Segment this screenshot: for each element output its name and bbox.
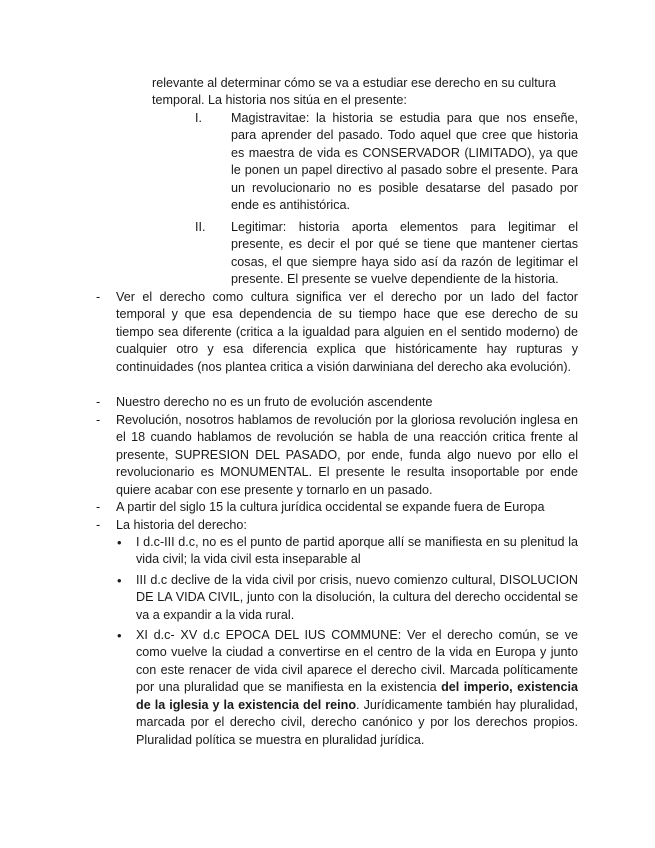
dash-text: La historia del derecho: (116, 518, 247, 532)
dash-marker: - (96, 413, 101, 427)
dash-text: Ver el derecho como cultura significa ver el derecho por un lado del factor temporal y que esa dependencia de su tiempo hace que ese derecho de su tiempo sea diferente (critica a la igualdad para alguien en el sentido moderno) de cualquier otro y esa diferencia explica que históricamente hay rupturas y continuidades (nos plantea critica a visión darwiniana del derecho aka evolución). (116, 290, 578, 374)
roman-marker: II. (195, 220, 206, 234)
bullet-marker: • (117, 628, 122, 643)
bullet-text: III d.c declive de la vida civil por crisis, nuevo comienzo cultural, DISOLUCION DE LA VIDA CIVIL, junto con la disolución, la cultura del derecho occidental se va a expandir a la vida rural. (136, 573, 578, 622)
bullet-text-before: XI d.c- XV d.c EPOCA DEL IUS COMMUNE: Ver el derecho común, se ve como vuelve la ciudad a convertirse en el centro de la vida en Europa y junto con este renacer de vida civil aparece el derecho civil. Marcada políticamente por una pluralidad que se manifiesta en la existencia (136, 628, 578, 695)
dash-text: Revolución, nosotros hablamos de revolución por la gloriosa revolución inglesa en el 18 cuando hablamos de revolución se habla de una reacción critica frente al presente, SUPRESION DEL PASADO, por ende, funda algo nuevo por ello el revolucionario es MONUMENTAL. El presente le resulta insoportable por ende quiere acabar con ese presente y tornarlo en un pasado. (116, 413, 578, 497)
roman-text: Magistravitae: la historia se estudia para que nos enseñe, para aprender del pasado. Todo aquel que cree que historia es maestra de vida es CONSERVADOR (LIMITADO), ya que le ponen un papel directivo al pasado sobre el presente. Para un revolucionario no es posible desatarse del pasado por ende es antihistórica. (231, 111, 578, 213)
bullet-text: I d.c-III d.c, no es el punto de partid aporque allí se manifiesta en su plenitud la vida civil; la vida civil esta inseparable al (136, 535, 578, 567)
roman-marker: I. (195, 111, 202, 125)
dash-text: A partir del siglo 15 la cultura jurídica occidental se expande fuera de Europa (116, 500, 545, 514)
intro-line-2: temporal. La historia nos sitúa en el presente: (152, 93, 407, 108)
roman-item-1 (0, 110, 655, 215)
roman-item-2 (0, 219, 655, 289)
dash-marker: - (96, 518, 101, 532)
bullet-text (136, 627, 578, 749)
dash-text: Nuestro derecho no es un fruto de evolución ascendente (116, 395, 433, 409)
bullet-text-after: . Jurídicamente también hay pluralidad, marcada por el derecho civil, derecho canónico y por los derechos propios. Pluralidad política se muestra en pluralidad jurídica. (136, 697, 578, 747)
dash-marker: - (96, 290, 101, 304)
dash-marker: - (96, 395, 101, 409)
bullet-marker: • (117, 535, 122, 550)
intro-paragraph (152, 75, 578, 110)
bullet-marker: • (117, 573, 122, 588)
roman-text: Legitimar: historia aporta elementos para legitimar el presente, es decir el por qué se tiene que mantener ciertas cosas, el que siempre haya sido así da razón de legitimar el presente. El presente se vuelve dependiente de la historia. (231, 220, 578, 287)
bullet-text-bold: del imperio, existencia de la iglesia y la existencia del reino (136, 680, 578, 712)
dash-marker: - (96, 500, 101, 514)
intro-line-1: relevante al determinar cómo se va a estudiar ese derecho en su cultura (152, 76, 556, 90)
